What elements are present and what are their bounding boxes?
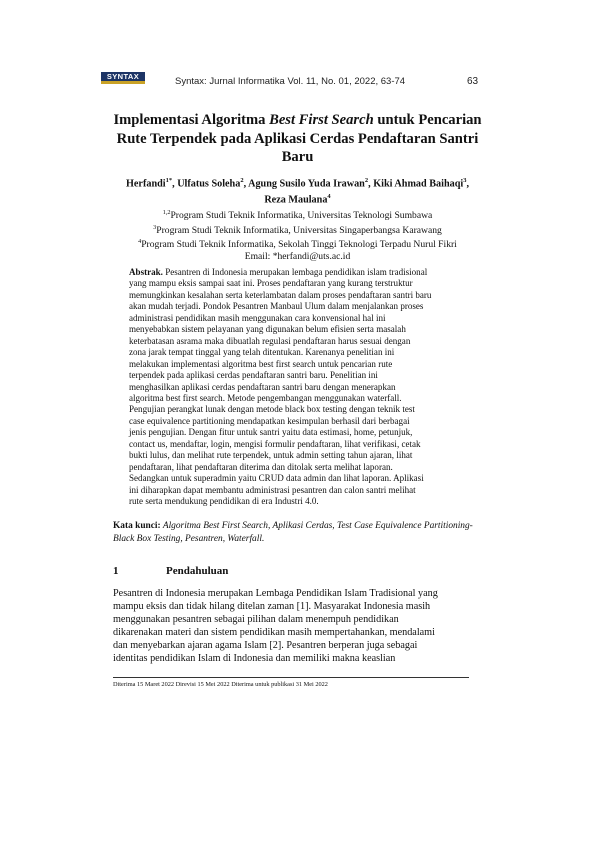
affiliation-mark: 3 — [153, 223, 157, 231]
journal-running-header: Syntax: Jurnal Informatika Vol. 11, No. 01, 2022, 63-74 — [175, 76, 406, 87]
body-line: mampu eksis dan tidak hilang ditelan zaman [1]. Masyarakat Indonesia masih — [113, 601, 431, 613]
abstract-line: pendaftaran, lihat pendaftaran diterima dan ditolak serta melihat laporan. — [129, 461, 393, 472]
affiliation — [110, 222, 485, 237]
abstract-line: ini diharapkan dapat membantu administrasi pesantren dan calon santri melihat — [129, 484, 416, 495]
affiliation-text: Program Studi Teknik Informatika, Sekolah Tinggi Teknologi Terpadu Nurul Fikri — [141, 239, 457, 251]
title-part-2: untuk Pencarian Rute Terpendek pada Aplikasi Cerdas Pendaftaran Santri Baru — [116, 112, 482, 165]
abstract-line: Sedangkan untuk superadmin yaitu CRUD data admin dan lihat laporan. Aplikasi — [129, 473, 424, 484]
author-affil-mark: 2 — [364, 177, 369, 184]
section-heading — [113, 565, 228, 577]
section-title: Pendahuluan — [166, 565, 229, 577]
body-paragraph — [113, 587, 483, 666]
affiliation — [110, 207, 485, 222]
author-name: Ulfatus Soleha — [177, 178, 241, 190]
affiliation-text: Program Studi Teknik Informatika, Universitas Singaperbangsa Karawang — [156, 224, 442, 236]
abstract-line: zona jarak tempat tinggal yang telah ditentukan. Karenanya penelitian ini — [129, 347, 395, 358]
keywords — [113, 520, 483, 545]
abstract-line: keterbatasan asrama maka dibuatlah regulasi pendaftaran harus sesuai dengan — [129, 335, 411, 346]
abstract-line: algoritma best first search. Metode pengembangan menggunakan waterfall. — [129, 392, 402, 403]
author-affil-mark: 2 — [240, 177, 244, 184]
abstract-line: rute serta mendukung pendidikan di era Industri 4.0. — [129, 496, 319, 507]
footnote-rule — [113, 677, 469, 678]
abstract-line: yang mampu eksis sampai saat ini. Proses pendaftaran yang kurang terstruktur — [129, 278, 413, 289]
submission-dates-footnote: Diterima 15 Maret 2022 Direvisi 15 Mei 2022 Diterima untuk publikasi 31 Mei 2022 — [113, 681, 328, 688]
affiliation-list — [110, 207, 485, 263]
body-line: menggunakan pesantren sebagai pilihan dalam menempuh pendidikan — [113, 614, 399, 626]
keywords-label: Kata kunci: — [113, 521, 161, 531]
author-affil-mark: 1* — [165, 177, 173, 184]
email-line: Email: *herfandi@uts.ac.id — [244, 251, 351, 263]
abstract-line: contact us, mendaftar, login, mengisi formulir pendaftaran, lihat verifikasi, cetak — [129, 438, 421, 449]
abstract-line: Abstrak. Pesantren di Indonesia merupakan lembaga pendidikan islam tradisional — [129, 267, 428, 277]
body-line: dikarenakan materi dan sistem pendidikan masih mempertahankan, mendalami — [113, 627, 435, 639]
logo-accent-bar — [101, 81, 145, 84]
title-italic: Best First Search — [269, 112, 374, 128]
title-part-1: Implementasi Algoritma — [113, 112, 270, 128]
affiliation-text: Program Studi Teknik Informatika, Universitas Teknologi Sumbawa — [170, 210, 433, 222]
abstract-line: memungkinkan kesalahan serta keterlambatan dalam proses pendaftaran santri baru — [129, 289, 432, 300]
affiliation-mark: 4 — [138, 238, 142, 246]
affiliation — [110, 236, 485, 251]
abstract-line: jenis pengujian. Dengan fitur untuk santri yaitu data estimasi, home, petunjuk, — [129, 427, 413, 438]
abstract-line: administrasi pendidikan masih menggunakan cara konvensional hal ini — [129, 312, 386, 323]
abstract-label: Abstrak. — [129, 267, 163, 277]
abstract — [129, 267, 467, 508]
author-affil-mark: 3 — [463, 177, 467, 184]
abstract-line: menghasilkan aplikasi cerdas pendaftaran santri baru dengan menerapkan — [129, 381, 396, 392]
author-name: Reza Maulana — [264, 194, 328, 206]
abstract-line: menyebabkan sistem pelayanan yang digunakan belum efisien serta masalah — [129, 324, 406, 335]
author-name: Herfandi — [125, 178, 166, 190]
abstract-line: bukti lulus, dan melihat rute terpendek, untuk admin setting tahun ajaran, lihat — [129, 450, 413, 461]
section-number: 1 — [113, 565, 119, 577]
affiliation-mark: 1,2 — [162, 209, 171, 216]
abstract-line: melakukan implementasi algoritma best first search untuk pencarian rute — [129, 358, 393, 369]
abstract-line: terpendek pada aplikasi cerdas pendaftaran santri baru. Penelitian ini — [129, 370, 378, 381]
author-name: Agung Susilo Yuda Irawan — [248, 178, 365, 190]
paper-title — [110, 111, 485, 167]
body-line: identitas pendidikan Islam di Indonesia dan memiliki makna keaslian — [113, 653, 396, 665]
author-name: Kiki Ahmad Baihaqi — [373, 178, 464, 190]
keywords-value: Algoritma Best First Search, Aplikasi Cerdas, Test Case Equivalence Partitioning-Black Box Testing, Pesantren, Waterfall. — [113, 521, 473, 544]
page-number: 63 — [467, 76, 479, 87]
body-line: dan menyebarkan ajaran agama Islam [2]. Pesantren berperan juga sebagai — [113, 640, 418, 652]
abstract-line: Pengujian perangkat lunak dengan metode black box testing dengan teknik test — [129, 404, 415, 415]
body-line: Pesantren di Indonesia merupakan Lembaga Pendidikan Islam Tradisional yang — [113, 588, 438, 599]
abstract-line: akan mudah terjadi. Pondok Pesantren Manbaul Ulum dalam menjalankan proses — [129, 301, 424, 312]
journal-logo — [101, 72, 145, 84]
logo-text: SYNTAX — [106, 72, 140, 81]
author-list: Herfandi$^{1*}$, Ulfatus Soleha$^2$, Agung Susilo Yuda Irawan$^2$, Kiki Ahmad Baihaqi$^3$, Reza Maulana$^4$ — [125, 177, 470, 206]
abstract-line: case equivalence partitioning mendapatkan kesimpulan berhasil dari berbagai — [129, 415, 410, 426]
author-affil-mark: 4 — [327, 193, 331, 201]
